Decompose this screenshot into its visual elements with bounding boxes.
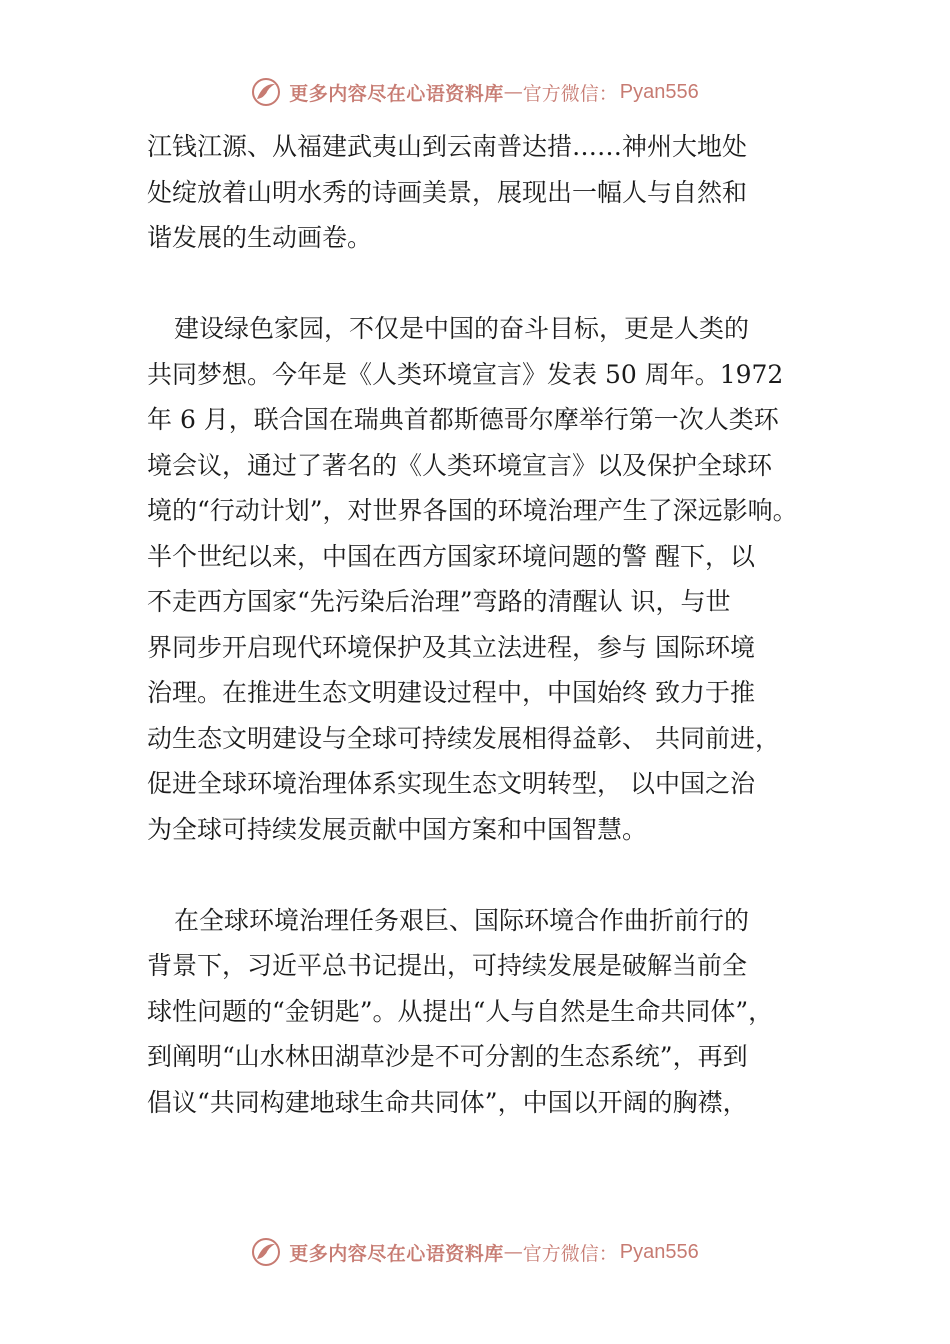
text-line: 界同步开启现代环境保护及其立法进程，参与 国际环境	[147, 632, 755, 662]
text-line: 半个世纪以来，中国在西方国家环境问题的警 醒下，以	[147, 541, 755, 571]
footer-banner	[0, 1235, 950, 1269]
text-line: 到阐明“山水林田湖草沙是不可分割的生态系统”，再到	[147, 1042, 748, 1071]
text-line: 处绽放着山明水秀的诗画美景，展现出一幅人与自然和	[147, 177, 748, 207]
brand-logo-icon	[251, 1237, 281, 1267]
text-line: 境会议，通过了著名的《人类环境宣言》以及保护全球环	[147, 450, 773, 480]
paragraph-3	[147, 898, 847, 1126]
header-banner	[0, 75, 950, 109]
banner-brand-text: 更多内容尽在心语资料库	[289, 1242, 504, 1265]
banner-separator: —	[503, 1241, 523, 1263]
document-body	[147, 124, 847, 1125]
text-line: 背景下，习近平总书记提出，可持续发展是破解当前全	[147, 951, 748, 980]
text-line: 为全球可持续发展贡献中国方案和中国智慧。	[147, 814, 648, 844]
banner-separator: —	[503, 81, 523, 103]
paragraph-1	[147, 124, 847, 261]
banner-contact-label: 官方微信：	[522, 1242, 618, 1265]
brand-logo-icon	[251, 77, 281, 107]
text-line: 动生态文明建设与全球可持续发展相得益彰、 共同前进，	[147, 723, 780, 753]
text-line: 球性问题的“金钥匙”。从提出“人与自然是生命共同体”，	[147, 996, 774, 1026]
banner-contact-label: 官方微信：	[522, 82, 618, 105]
text-line: 谐发展的生动画卷。	[147, 223, 373, 252]
text-line: 年 6 月，联合国在瑞典首都斯德哥尔摩举行第一次人类环	[147, 405, 779, 434]
paragraph-2	[147, 306, 847, 852]
banner-contact-id: Pyan556	[619, 1240, 699, 1263]
banner-contact-id: Pyan556	[619, 80, 699, 103]
text-line: 境的“行动计划”，对世界各国的环境治理产生了深远影响。	[147, 496, 798, 525]
text-line: 江钱江源、从福建武夷山到云南普达措……神州大地处	[147, 132, 748, 161]
text-line: 治理。在推进生态文明建设过程中，中国始终 致力于推	[147, 678, 755, 707]
text-line: 在全球环境治理任务艰巨、国际环境合作曲折前行的	[174, 905, 750, 935]
text-line: 促进全球环境治理体系实现生态文明转型， 以中国之治	[147, 769, 755, 798]
text-line: 不走西方国家“先污染后治理”弯路的清醒认 识，与世	[147, 587, 731, 616]
banner-brand-text: 更多内容尽在心语资料库	[289, 82, 504, 105]
text-line: 共同梦想。今年是《人类环境宣言》发表 50 周年。1972	[147, 359, 784, 389]
text-line: 倡议“共同构建地球生命共同体”，中国以开阔的胸襟，	[147, 1087, 748, 1117]
text-line: 建设绿色家园，不仅是中国的奋斗目标，更是人类的	[174, 314, 750, 343]
